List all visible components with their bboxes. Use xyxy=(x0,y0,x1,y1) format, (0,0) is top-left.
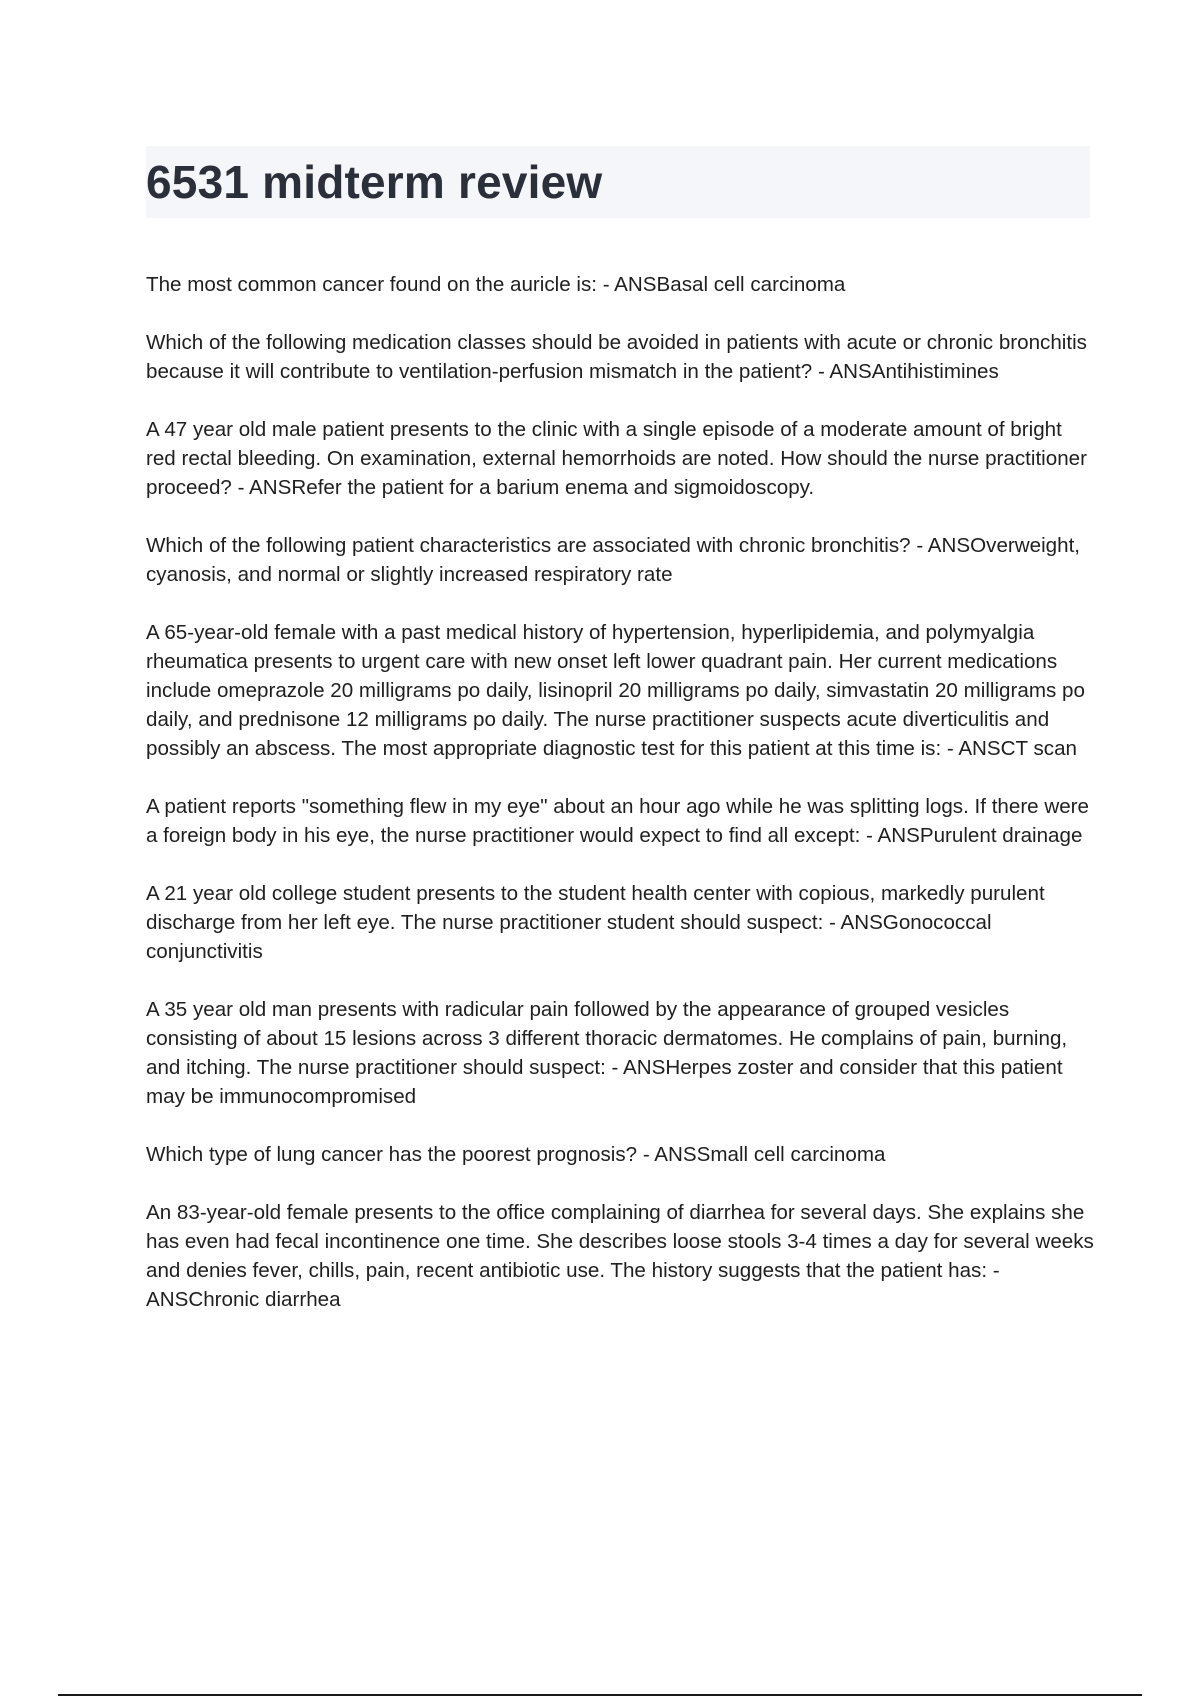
qa-item-foreign-body-eye: A patient reports "something flew in my eye" about an hour ago while he was splitting logs. If there were a foreign body in his eye, the nurse practitioner would expect to find all except: - ANSPurulent drainage xyxy=(146,795,1089,847)
qa-item-chronic-bronchitis-characteristics: Which of the following patient characteristics are associated with chronic bronchitis? - ANSOverweight, cyanosis, and normal or slightly increased respiratory rate xyxy=(146,534,1081,586)
footer-divider xyxy=(58,1694,1142,1696)
qa-item-chronic-diarrhea: An 83-year-old female presents to the office complaining of diarrhea for several days. She explains she has even had fecal incontinence one time. She describes loose stools 3-4 times a day for several weeks and denies fever, chills, pain, recent antibiotic use. The history suggests that the patient has: - ANSChronic diarrhea xyxy=(146,1201,1094,1311)
qa-item-lung-cancer-prognosis: Which type of lung cancer has the poorest prognosis? - ANSSmall cell carcinoma xyxy=(146,1143,886,1166)
qa-item-diverticulitis: A 65-year-old female with a past medical history of hypertension, hyperlipidemia, and polymyalgia rheumatica presents to urgent care with new onset left lower quadrant pain. Her current medications include omeprazole 20 milligrams po daily, lisinopril 20 milligrams po daily, simvastatin 20 milligrams po daily, and prednisone 12 milligrams po daily. The nurse practitioner suspects acute diverticulitis and possibly an abscess. The most appropriate diagnostic test for this patient at this time is: - ANSCT scan xyxy=(146,621,1085,760)
qa-item-rectal-bleeding: A 47 year old male patient presents to the clinic with a single episode of a moderate amount of bright red rectal bleeding. On examination, external hemorrhoids are noted. How should the nurse practitioner proceed? - ANSRefer the patient for a barium enema and sigmoidoscopy. xyxy=(146,418,1087,499)
title-banner xyxy=(146,146,1090,218)
qa-item-herpes-zoster: A 35 year old man presents with radicular pain followed by the appearance of grouped vesicles consisting of about 15 lesions across 3 different thoracic dermatomes. He complains of pain, burning, and itching. The nurse practitioner should suspect: - ANSHerpes zoster and consider that this patient may be immunocompromised xyxy=(146,998,1068,1108)
qa-item-purulent-eye-discharge: A 21 year old college student presents to the student health center with copious, markedly purulent discharge from her left eye. The nurse practitioner student should suspect: - ANSGonococcal conjunctivitis xyxy=(146,882,1045,963)
qa-item-auricle-cancer: The most common cancer found on the auricle is: - ANSBasal cell carcinoma xyxy=(146,273,846,296)
question-answer-list xyxy=(146,270,1096,1343)
qa-item-bronchitis-medication: Which of the following medication classes should be avoided in patients with acute or chronic bronchitis because it will contribute to ventilation-perfusion mismatch in the patient? - ANSAntihistimines xyxy=(146,331,1087,383)
page-title: 6531 midterm review xyxy=(146,156,603,208)
